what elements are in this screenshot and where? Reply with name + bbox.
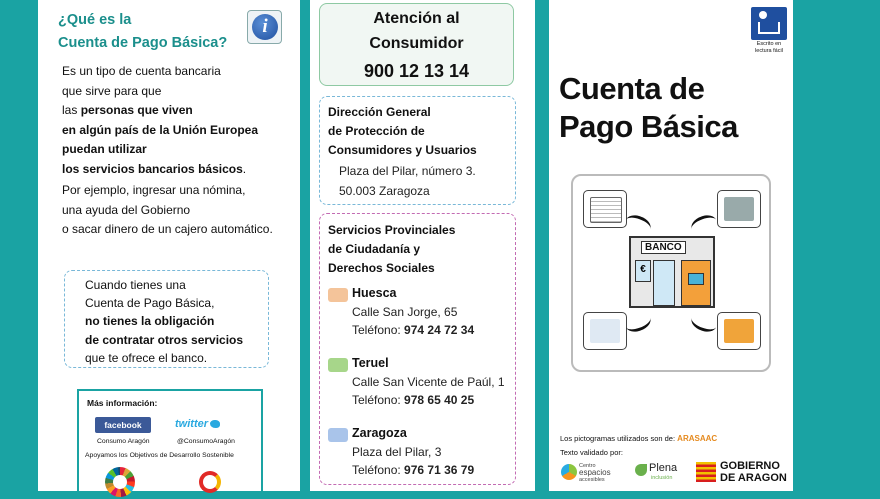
card-icon: [717, 312, 761, 350]
espacios-accesibles-logo: Centro espacios accesibles: [561, 460, 619, 484]
question-line-2: Cuenta de Pago Básica?: [58, 35, 228, 51]
cover-title: [559, 70, 738, 146]
definition-line: puedan utilizar: [62, 142, 147, 156]
province-name: Teruel: [352, 356, 389, 370]
info-icon: i: [247, 10, 282, 44]
directorate-title-line: Consumidores y Usuarios: [328, 143, 477, 157]
arasaac-logo: ARASAAC: [677, 434, 718, 443]
definition-line: o sacar dinero de un cajero automático.: [62, 222, 273, 236]
hotline-line-1: Atención al: [373, 10, 460, 27]
province-address: Plaza del Pilar, 3: [352, 445, 442, 459]
cover-title-line-1: Cuenta de: [559, 71, 705, 106]
definition-line: que sirve para que: [62, 83, 162, 98]
cover-title-line-2: Pago Básica: [559, 109, 738, 144]
province-phone: Teléfono: 976 71 36 79: [352, 463, 475, 477]
cover-panel: [549, 0, 793, 491]
more-info-box: [77, 389, 263, 499]
pictograms-credit: Los pictogramas utilizados son de: ARASAAC: [560, 434, 718, 443]
arrow-icon: [623, 310, 653, 335]
gobierno-aragon-logo: GOBIERNO DE ARAGON: [696, 460, 790, 486]
services-title-line: Derechos Sociales: [328, 261, 435, 275]
province-address: Calle San Vicente de Paúl, 1: [352, 375, 505, 389]
arrow-marker-icon: [328, 288, 348, 302]
definition-line: Es un tipo de cuenta bancaria: [62, 64, 221, 78]
province-address: Calle San Jorge, 65: [352, 305, 458, 319]
hotline-phone-number: 900 12 13 14: [363, 61, 470, 81]
hotline-line-2: Consumidor: [369, 35, 464, 52]
definition-line: Por ejemplo, ingresar una nómina,: [62, 183, 246, 197]
question-heading: [58, 9, 227, 55]
facebook-account-label: Consumo Aragón: [97, 438, 150, 445]
easy-read-icon: [751, 7, 787, 40]
arrow-icon: [689, 212, 719, 237]
callout-line: Cuenta de Pago Básica,: [85, 296, 215, 311]
sdg-wheel-icon: [105, 467, 135, 497]
definition-line: los servicios bancarios básicos.: [62, 161, 247, 176]
province-phone: Teléfono: 974 24 72 34: [352, 323, 475, 337]
definition-text: [62, 62, 273, 240]
callout-line: no tienes la obligación: [85, 314, 215, 329]
services-title-line: de Ciudadanía y: [328, 242, 421, 256]
services-title-line: Servicios Provinciales: [328, 223, 456, 237]
payment-icon: [583, 312, 627, 350]
callout-line: de contratar otros servicios: [85, 332, 244, 347]
documents-icon: [583, 190, 627, 228]
callout-line: Cuando tienes una: [85, 278, 186, 292]
twitter-icon[interactable]: twitter: [175, 418, 220, 430]
directorate-title-line: de Protección de: [328, 124, 425, 138]
easy-read-caption: Escrito en lectura fácil: [755, 41, 783, 54]
euro-window: €: [635, 260, 651, 282]
province-phone: Teléfono: 978 65 40 25: [352, 393, 475, 407]
validated-by-label: Texto validado por:: [560, 448, 623, 457]
province-name: Huesca: [352, 286, 397, 300]
province-name: Zaragoza: [352, 426, 407, 440]
more-info-heading: Más información:: [87, 398, 158, 408]
definition-line: una ayuda del Gobierno: [62, 202, 191, 217]
arrow-marker-icon: [328, 358, 348, 372]
atm-icon: [717, 190, 761, 228]
directorate-box: [319, 96, 516, 205]
no-obligation-callout: [64, 270, 269, 368]
twitter-account-label: @ConsumoAragón: [177, 438, 235, 445]
consumer-hotline-box: [319, 3, 514, 86]
arrow-icon: [623, 212, 653, 237]
definition-line: las personas que viven: [62, 103, 193, 117]
callout-line: que te ofrece el banco.: [85, 350, 208, 365]
definition-line: en algún país de la Unión Europea: [62, 122, 259, 137]
directorate-title-line: Dirección General: [328, 105, 431, 119]
provincial-services-box: [319, 213, 516, 485]
arrow-marker-icon: [328, 428, 348, 442]
easy-read-badge: [750, 7, 788, 59]
bank-illustration: [571, 174, 771, 372]
info-panel-left: [38, 0, 300, 491]
facebook-icon[interactable]: facebook: [95, 417, 151, 433]
arrow-icon: [689, 310, 719, 335]
partner-logo: [197, 469, 227, 495]
directorate-address-line: Plaza del Pilar, número 3.: [339, 164, 476, 178]
question-line-1: ¿Qué es la: [58, 12, 132, 28]
directorate-address-line: 50.003 Zaragoza: [339, 183, 430, 198]
bank-sign: BANCO: [641, 241, 686, 254]
contact-panel: [310, 0, 535, 491]
plena-inclusion-logo: Plena inclusión: [635, 460, 687, 484]
bank-building-icon: [629, 236, 715, 308]
sdg-text: Apoyamos los Objetivos de Desarrollo Sostenible: [85, 452, 234, 459]
